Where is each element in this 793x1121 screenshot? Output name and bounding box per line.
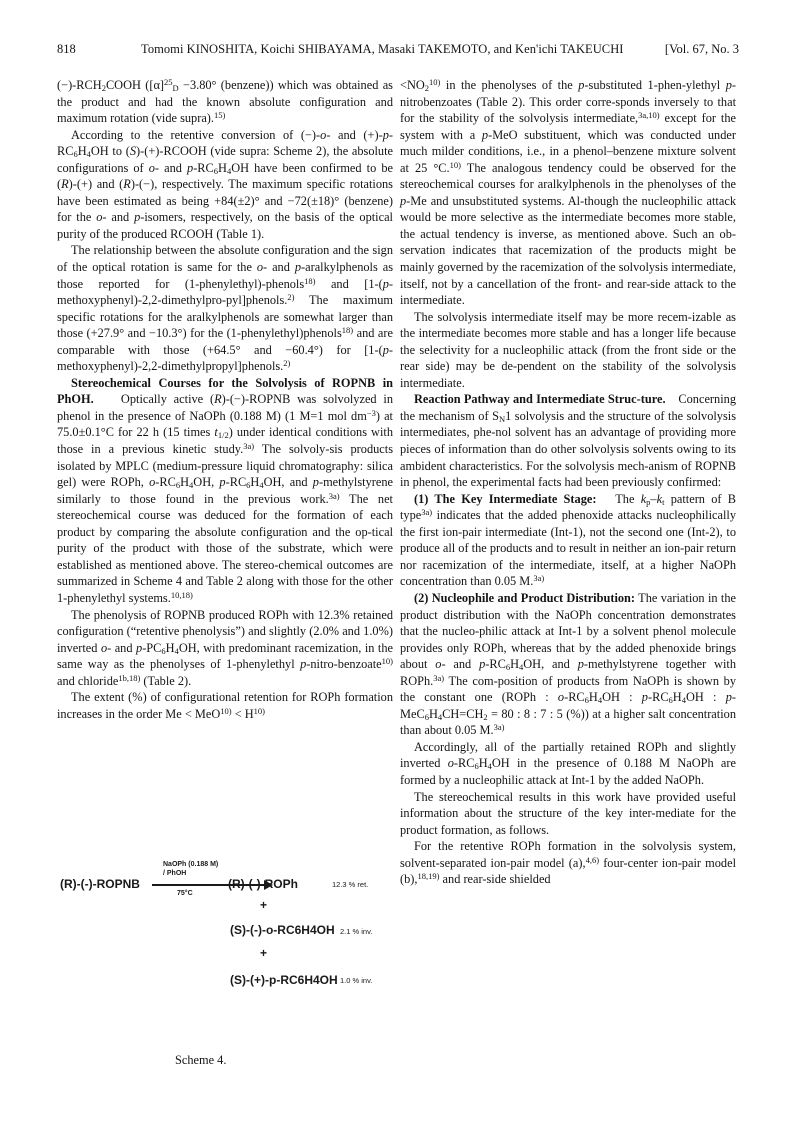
- scheme-solvent: / PhOH: [163, 870, 187, 877]
- page-number: 818: [57, 42, 76, 56]
- paragraph: The extent (%) of configurational retention for ROPh formation increases in the order $Me < MeO^{10)} < H^{10)}$: [57, 690, 393, 721]
- scheme-caption: Scheme 4.: [175, 1053, 227, 1067]
- scheme-substrate: (R)-(-)-ROPNB: [60, 877, 140, 891]
- right-column: [400, 77, 736, 888]
- scheme-product-ortho-percent: 2.1 % inv.: [340, 927, 373, 936]
- paragraph: Accordingly, all of the partially retained ROPh and slightly inverted $o-RC_6H_4OH$ in the presence of 0.188 M NaOPh are formed by a nucleophilic attack at Int-1 by the added NaOPh.: [400, 739, 736, 787]
- scheme-product-para: (S)-(+)-p-RC6H4OH: [230, 973, 338, 987]
- scheme-temperature: 75°C: [177, 890, 193, 897]
- scheme-plus: +: [260, 898, 268, 912]
- scheme-product-ortho: (S)-(-)-o-RC6H4OH: [230, 923, 335, 937]
- scheme-product-para-percent: 1.0 % inv.: [340, 976, 373, 985]
- paragraph: The solvolysis intermediate itself may be more recem-izable as the intermediate becomes more stable and has a longer life because the selectivity for a nucleophilic attack (from the front side or the rear side) may be de-pendent on the stability of the solvolysis intermediate.: [400, 309, 736, 390]
- paragraph: $(-)-RCH_2COOH$ ($[\alpha]^{25}_D -3.80^\circ$ (benzene)) which was obtained as the product and had the known absolute configuration and maximum rotation (vide supra).$^{15)}$: [57, 77, 393, 126]
- paragraph: The relationship between the absolute configuration and the sign of the optical rotation is same for the o- and p-aralkylphenols as those reported for (1-phenylethyl)-phenols$^{18)}$ and [1-(p-methoxyphenyl)-2,2-dimethylpro-pyl]phenols.$^{2)}$ The maximum specific rotations for the aralkylphenols are somewhat larger than those (+27.9° and −10.3°) for the (1-phenylethyl)phenols$^{18)}$ and are comparable with those (+64.5° and −60.4°) for [1-(p-methoxyphenyl)-2,2-dimethylpropyl]phenols.$^{2)}$: [57, 243, 394, 374]
- paragraph: The stereochemical results in this work have provided useful information about the structure of the key inter-mediate for the product formation, as follows.: [400, 789, 736, 837]
- running-authors: Tomomi KINOSHITA, Koichi SHIBAYAMA, Masaki TAKEMOTO, and Ken'ichi TAKEUCHI: [141, 42, 624, 56]
- running-header: [57, 42, 739, 60]
- scheme-reagent: NaOPh (0.188 M): [163, 861, 219, 868]
- paragraph: Stereochemical Courses for the Solvolysis of ROPNB in PhOH. Optically active (R)-(−)-ROPNB was solvolyzed in phenol in the presence of NaOPh (0.188 M) (1 M=1 mol $dm^{-3}$) at 75.0±0.1°C for 22 h (15 times $t_{1/2}$) under identical conditions with those in a previous kinetic study.$^{3a)}$ The solvoly-sis products isolated by MPLC (medium-pressure liquid chromatography: silica gel) were ROPh, $o-RC_6H_4OH$, $p-RC_6H_4OH$, and p-methylstyrene similarly to those found in the previous work.$^{3a)}$ The net stereochemical course was deduced for the formation of each product by comparing the absolute configuration and the op-tical purity of the product with those of the substrate, which were established as mentioned above. The stereo-chemical outcomes are summarized in Scheme 4 and Table 2 along with those for the other 1-phenylethyl systems.$^{10,18)}$: [57, 375, 394, 605]
- paragraph: The phenolysis of ROPNB produced ROPh with 12.3% retained configuration (“retentive phenolysis”) and slightly (2.0% and 1.0%) inverted o- and $p-PC_6H_4OH$, with predominant racemization, in the same way as the phenolyses of 1-phenylethyl p-nitro-benzoate$^{10)}$ and chloride$^{1b,18)}$ (Table 2).: [57, 607, 394, 688]
- scheme-product-roph-percent: 12.3 % ret.: [332, 880, 369, 889]
- scheme-plus: +: [260, 946, 268, 960]
- paragraph: According to the retentive conversion of (−)-o- and $(+)-p-RC_6H_4OH$ to (S)-(+)-RCOOH (vide supra: Scheme 2), the absolute configurations of o- and $p-RC_6H_4OH$ have been confirmed to be (R)-(+) and (R)-(−), respectively. The maximum specific rotations have been estimated as being +84(±2)° and −72(±18)° (benzene) for the o- and p-isomers, respectively, on the basis of the optical purity of the produced RCOOH (Table 1).: [57, 127, 393, 241]
- paragraph: (2) Nucleophile and Product Distribution: The variation in the product distribution with the NaOPh concentration demonstrates that the nucleo-philic attack at Int-1 by a solvent phenol molecule provides only ROPh, whereas that by the added phenoxide brings about o- and $p-RC_6H_4OH$, and p-methylstyrene together with ROPh.$^{3a)}$ The com-position of products from NaOPh is shown by the constant one (ROPh : $o-RC_6H_4OH$ : $p-RC_6H_4OH$ : $p-MeC_6H_4CH=CH_2 = 80$ : 8 : 7 : 5 (%)) at a higher salt concentration than about 0.05 M.$^{3a)}$: [400, 590, 736, 738]
- journal-volume: [Vol. 67, No. 3: [664, 42, 739, 56]
- scheme-product-roph: (R)-(-)-ROPh: [228, 877, 298, 891]
- left-column: [57, 77, 393, 722]
- paragraph: Reaction Pathway and Intermediate Struc-ture. Concerning the mechanism of $S_N1$ solvolysis and the structure of the solvolysis intermediates, phe-nol solvent has an advantage of providing more pieces of information than do other solvolysis solvents owing to its ambident characteristics. For the solvolysis mech-anism of ROPNB in phenol, the experimental facts had been previously confirmed:: [400, 392, 737, 490]
- scheme-4: [60, 860, 396, 1045]
- paragraph: $<NO_2^{10)}$ in the phenolyses of the p-substituted 1-phen-ylethyl p-nitrobenzoates (Table 2). This order corre-sponds inversely to that for the stability of the solvolysis intermediate,$^{3a,10)}$ except for the system with a p-MeO substituent, which was conducted under much milder conditions, i.e., in a phenol–benzene mixture solvent at 25 °C.$^{10)}$ The analogous tendency could be observed for the stereochemical courses for aralkylphenols in the phenolyses of the p-Me and unsubstituted systems. Al-though the nucleophilic attack would be more selective as the intermediate becomes more stable, the actual tendency is inverse, as mentioned above. Such an ob-servation indicates that racemization of the products might be mainly governed by the racemization of the solvolysis intermediate, itself, not by a cancellation of the front- and rear-side attack to the intermediate.: [400, 77, 736, 308]
- paragraph: (1) The Key Intermediate Stage: The $k_p-k_t$ pattern of B type$^{3a)}$ indicates that the added phenoxide attacks nucleophilically the first ion-pair intermediate (Int-1), not the second one (Int-2), to produce all of the products and to result in neither an ion-pair return nor racemization of the intermediate, itself, at a higher NaOPh concentration than 0.05 M.$^{3a)}$: [400, 491, 736, 589]
- paragraph: For the retentive ROPh formation in the solvolysis system, solvent-separated ion-pair model (a),$^{4,6)}$ four-center ion-pair model (b),$^{18,19)}$ and rear-side shielded: [400, 839, 737, 887]
